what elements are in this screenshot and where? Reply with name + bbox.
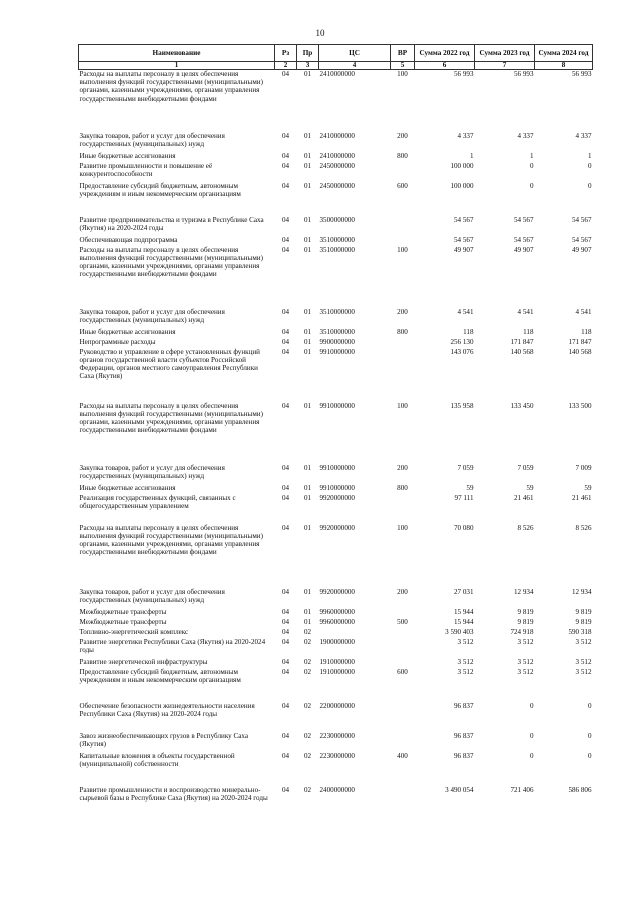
row-cs: 9910000000 — [319, 483, 355, 492]
header-sum-2024: Сумма 2024 год — [535, 45, 593, 62]
row-rz: 04 — [281, 151, 290, 160]
row-sum-2023: 140 568 — [510, 347, 534, 356]
row-sum-2023: 118 — [523, 327, 534, 336]
header-vr: ВР — [391, 45, 415, 62]
row-vr: 600 — [397, 667, 408, 676]
row-vr — [391, 628, 415, 638]
row-rz: 04 — [281, 307, 290, 316]
row-vr — [391, 608, 415, 618]
row-vr: 100 — [397, 523, 408, 532]
row-sum-2022: 49 907 — [453, 245, 474, 254]
row-pr: 02 — [303, 657, 312, 666]
row-sum-2023: 724 918 — [510, 627, 534, 636]
row-name: Расходы на выплаты персоналу в целях обеспечения выполнения функций государственными (муниципальными) органами, казенными учреждениями, органами управления государственными внебюджетными фондами — [79, 245, 263, 279]
row-name: Руководство и управление в сфере установленных функций органов государственной власти субъектов Российской Федерации, органов местного самоуправления Республики Саха (Якутия) — [79, 347, 260, 381]
row-cs: 9910000000 — [319, 463, 355, 472]
row-name: Закупка товаров, работ и услуг для обеспечения государственных (муниципальных) нужд — [79, 587, 225, 604]
column-number: 5 — [391, 62, 415, 70]
row-sum-2022: 135 958 — [450, 401, 474, 410]
row-pr: 02 — [303, 785, 312, 794]
row-cs: 9960000000 — [319, 617, 355, 626]
row-vr: 200 — [397, 587, 408, 596]
row-sum-2024: 0 — [587, 731, 592, 740]
row-rz: 04 — [281, 337, 290, 346]
row-name: Реализация государственных функций, связанных с общегосударственным управлением — [79, 493, 236, 510]
row-rz: 04 — [281, 627, 290, 636]
row-cs: 2400000000 — [319, 785, 355, 794]
row-sum-2022: 96 837 — [453, 751, 474, 760]
row-cs: 2410000000 — [319, 131, 355, 140]
row-rz: 04 — [281, 483, 290, 492]
table-row — [79, 236, 593, 246]
row-rz: 04 — [281, 751, 290, 760]
table-row — [79, 246, 593, 308]
row-sum-2024: 4 337 — [575, 131, 592, 140]
row-name: Иные бюджетные ассигнования — [79, 327, 176, 336]
row-sum-2022: 3 512 — [457, 667, 474, 676]
row-pr: 01 — [303, 131, 312, 140]
table-row — [79, 638, 593, 658]
row-sum-2024: 9 819 — [575, 607, 592, 616]
table-row — [79, 494, 593, 524]
row-sum-2024: 54 567 — [571, 235, 592, 244]
row-pr: 01 — [303, 523, 312, 532]
row-sum-2024: 4 541 — [575, 307, 592, 316]
row-sum-2024: 59 — [584, 483, 592, 492]
row-sum-2022: 4 337 — [457, 131, 474, 140]
row-rz: 04 — [281, 637, 290, 646]
row-name: Предоставление субсидий бюджетным, автономным учреждениям и иным некоммерческим организациям — [79, 181, 241, 198]
row-pr: 01 — [303, 483, 312, 492]
row-sum-2022: 54 567 — [453, 235, 474, 244]
row-cs: 3510000000 — [319, 245, 355, 254]
row-sum-2024: 0 — [587, 701, 592, 710]
column-number: 2 — [275, 62, 297, 70]
row-name: Предоставление субсидий бюджетным, автономным учреждениям и иным некоммерческим организациям — [79, 667, 241, 684]
row-cs: 2230000000 — [319, 751, 355, 760]
row-vr: 800 — [397, 327, 408, 336]
row-rz: 04 — [281, 347, 290, 356]
budget-table — [78, 44, 593, 816]
row-vr: 200 — [397, 307, 408, 316]
row-sum-2022: 96 837 — [453, 731, 474, 740]
row-sum-2024: 0 — [587, 181, 592, 190]
row-pr: 01 — [303, 245, 312, 254]
row-sum-2022: 100 000 — [450, 161, 474, 170]
row-sum-2023: 0 — [529, 751, 534, 760]
row-sum-2022: 96 837 — [453, 701, 474, 710]
table-row — [79, 732, 593, 752]
row-sum-2023: 54 567 — [513, 215, 534, 224]
row-sum-2023: 133 450 — [510, 401, 534, 410]
row-name: Топливно-энергетический комплекс — [79, 627, 189, 636]
row-vr — [391, 702, 415, 732]
table-row — [79, 618, 593, 628]
row-rz: 04 — [281, 327, 290, 336]
row-cs: 3500000000 — [319, 215, 355, 224]
row-cs: 9910000000 — [319, 401, 355, 410]
header-row — [79, 45, 593, 62]
row-sum-2023: 7 059 — [517, 463, 534, 472]
row-sum-2024: 8 526 — [575, 523, 592, 532]
row-name: Капитальные вложения в объекты государственной (муниципальной) собственности — [79, 751, 235, 768]
row-sum-2024: 140 568 — [568, 347, 592, 356]
row-sum-2023: 1 — [529, 151, 534, 160]
table-row — [79, 328, 593, 338]
row-sum-2024: 56 993 — [571, 70, 592, 78]
column-number: 4 — [319, 62, 391, 70]
header-pr: Пр — [297, 45, 319, 62]
column-number: 3 — [297, 62, 319, 70]
row-sum-2022: 3 490 054 — [445, 785, 474, 794]
row-cs: 2410000000 — [319, 70, 355, 78]
column-number-row — [79, 62, 593, 70]
row-cs: 1910000000 — [319, 657, 355, 666]
row-sum-2024: 590 318 — [568, 627, 592, 636]
row-sum-2022: 15 944 — [453, 617, 474, 626]
row-sum-2023: 59 — [526, 483, 534, 492]
row-rz: 04 — [281, 181, 290, 190]
table-row — [79, 402, 593, 464]
table-row — [79, 132, 593, 152]
row-sum-2023: 171 847 — [510, 337, 534, 346]
row-sum-2023: 54 567 — [513, 235, 534, 244]
row-sum-2022: 27 031 — [453, 587, 474, 596]
row-sum-2022: 70 080 — [453, 523, 474, 532]
row-sum-2022: 143 076 — [450, 347, 474, 356]
row-vr: 100 — [397, 70, 408, 78]
row-sum-2024: 118 — [581, 327, 592, 336]
row-rz: 04 — [281, 785, 290, 794]
table-row — [79, 216, 593, 236]
row-vr — [391, 658, 415, 668]
table-row — [79, 338, 593, 348]
table-row — [79, 668, 593, 702]
table-row — [79, 308, 593, 328]
row-sum-2022: 3 512 — [457, 637, 474, 646]
row-sum-2023: 3 512 — [517, 637, 534, 646]
row-pr: 01 — [303, 215, 312, 224]
row-vr: 500 — [397, 617, 408, 626]
row-name: Развитие промышленности и повышение её конкурентоспособности — [79, 161, 213, 178]
row-vr: 600 — [397, 181, 408, 190]
row-name: Закупка товаров, работ и услуг для обеспечения государственных (муниципальных) нужд — [79, 463, 225, 480]
row-rz: 04 — [281, 70, 290, 78]
table-row — [79, 152, 593, 162]
table-row — [79, 786, 593, 816]
row-cs: 9900000000 — [319, 337, 355, 346]
row-name: Иные бюджетные ассигнования — [79, 151, 176, 160]
row-vr: 400 — [397, 751, 408, 760]
table-row — [79, 70, 593, 132]
header-rz: Рз — [275, 45, 297, 62]
table-row — [79, 588, 593, 608]
row-sum-2024: 7 009 — [575, 463, 592, 472]
row-pr: 01 — [303, 617, 312, 626]
row-name: Обеспечивающая подпрограмма — [79, 235, 178, 244]
row-sum-2023: 12 934 — [513, 587, 534, 596]
header-sum-2023: Сумма 2023 год — [475, 45, 535, 62]
row-name: Развитие промышленности и воспроизводство минерально-сырьевой базы в Республике Саха (Якутия) на 2020-2024 годы — [79, 785, 268, 802]
row-pr: 01 — [303, 307, 312, 316]
row-sum-2023: 3 512 — [517, 657, 534, 666]
row-cs: 9920000000 — [319, 523, 355, 532]
row-name: Межбюджетные трансферты — [79, 607, 167, 616]
row-cs: 2450000000 — [319, 161, 355, 170]
row-sum-2022: 3 590 403 — [445, 627, 474, 636]
page-number: 10 — [315, 28, 325, 38]
row-vr: 800 — [397, 151, 408, 160]
row-sum-2023: 0 — [529, 181, 534, 190]
row-pr: 01 — [303, 463, 312, 472]
row-vr — [391, 786, 415, 816]
header-cs: ЦС — [319, 45, 391, 62]
row-rz: 04 — [281, 587, 290, 596]
row-sum-2023: 8 526 — [517, 523, 534, 532]
table-row — [79, 348, 593, 402]
row-vr — [391, 236, 415, 246]
row-name: Расходы на выплаты персоналу в целях обеспечения выполнения функций государственными (муниципальными) органами, казенными учреждениями, органами управления государственными внебюджетными фондами — [79, 523, 263, 557]
row-sum-2023: 9 819 — [517, 617, 534, 626]
row-pr: 02 — [303, 731, 312, 740]
row-pr: 01 — [303, 493, 312, 502]
row-sum-2024: 3 512 — [575, 637, 592, 646]
table-body — [79, 70, 593, 816]
row-cs: 3510000000 — [319, 307, 355, 316]
row-sum-2024: 0 — [587, 751, 592, 760]
row-sum-2024: 0 — [587, 161, 592, 170]
row-sum-2023: 56 993 — [513, 70, 534, 78]
row-cs: 2200000000 — [319, 701, 355, 710]
row-sum-2022: 100 000 — [450, 181, 474, 190]
column-number: 6 — [415, 62, 475, 70]
row-sum-2022: 15 944 — [453, 607, 474, 616]
column-number: 1 — [79, 62, 275, 70]
row-vr — [391, 216, 415, 236]
header-name: Наименование — [79, 45, 275, 62]
row-sum-2024: 171 847 — [568, 337, 592, 346]
row-name: Завоз жизнеобеспечивающих грузов в Республику Саха (Якутия) — [79, 731, 248, 748]
row-sum-2022: 1 — [469, 151, 474, 160]
row-vr: 800 — [397, 483, 408, 492]
row-rz: 04 — [281, 523, 290, 532]
row-cs: 2450000000 — [319, 181, 355, 190]
row-pr: 01 — [303, 151, 312, 160]
row-pr: 01 — [303, 161, 312, 170]
row-vr: 200 — [397, 131, 408, 140]
row-sum-2023: 3 512 — [517, 667, 534, 676]
row-pr: 01 — [303, 347, 312, 356]
row-rz: 04 — [281, 607, 290, 616]
table-row — [79, 524, 593, 588]
row-sum-2024: 3 512 — [575, 667, 592, 676]
row-cs: 2410000000 — [319, 151, 355, 160]
row-vr: 100 — [397, 245, 408, 254]
row-sum-2022: 4 541 — [457, 307, 474, 316]
table-row — [79, 658, 593, 668]
row-cs: 9960000000 — [319, 607, 355, 616]
table-row — [79, 628, 593, 638]
table-row — [79, 702, 593, 732]
table-row — [79, 608, 593, 618]
row-rz: 04 — [281, 245, 290, 254]
row-rz: 04 — [281, 617, 290, 626]
row-name: Непрограммные расходы — [79, 337, 156, 346]
row-pr: 01 — [303, 401, 312, 410]
row-name: Закупка товаров, работ и услуг для обеспечения государственных (муниципальных) нужд — [79, 131, 225, 148]
row-cs: 1910000000 — [319, 667, 355, 676]
row-name: Иные бюджетные ассигнования — [79, 483, 176, 492]
row-name: Закупка товаров, работ и услуг для обеспечения государственных (муниципальных) нужд — [79, 307, 225, 324]
row-rz: 04 — [281, 401, 290, 410]
row-pr: 01 — [303, 181, 312, 190]
column-number: 8 — [535, 62, 593, 70]
row-rz: 04 — [281, 235, 290, 244]
row-sum-2022: 59 — [466, 483, 474, 492]
row-rz: 04 — [281, 493, 290, 502]
row-sum-2022: 256 130 — [450, 337, 474, 346]
row-cs: 3510000000 — [319, 235, 355, 244]
row-vr — [391, 638, 415, 658]
row-cs: 3510000000 — [319, 327, 355, 336]
table-row — [79, 162, 593, 182]
row-vr — [391, 732, 415, 752]
row-sum-2024: 586 806 — [568, 785, 592, 794]
row-vr — [391, 494, 415, 524]
row-pr: 01 — [303, 607, 312, 616]
row-pr: 01 — [303, 327, 312, 336]
table-row — [79, 752, 593, 786]
row-rz: 04 — [281, 463, 290, 472]
row-sum-2023: 4 541 — [517, 307, 534, 316]
row-rz: 04 — [281, 657, 290, 666]
row-vr — [391, 348, 415, 402]
row-sum-2024: 21 461 — [571, 493, 592, 502]
row-cs: 2230000000 — [319, 731, 355, 740]
row-pr: 02 — [303, 667, 312, 676]
row-pr: 02 — [303, 751, 312, 760]
row-pr: 02 — [303, 701, 312, 710]
row-vr: 100 — [397, 401, 408, 410]
row-vr: 200 — [397, 463, 408, 472]
row-sum-2023: 0 — [529, 161, 534, 170]
row-sum-2024: 3 512 — [575, 657, 592, 666]
row-cs: 1900000000 — [319, 637, 355, 646]
table-row — [79, 464, 593, 484]
row-sum-2023: 721 406 — [510, 785, 534, 794]
row-name: Развитие энергетической инфраструктуры — [79, 657, 208, 666]
column-number: 7 — [475, 62, 535, 70]
row-rz: 04 — [281, 701, 290, 710]
row-pr: 02 — [303, 627, 312, 636]
row-name: Межбюджетные трансферты — [79, 617, 167, 626]
row-sum-2024: 54 567 — [571, 215, 592, 224]
row-cs: 9910000000 — [319, 347, 355, 356]
table-row — [79, 484, 593, 494]
row-rz: 04 — [281, 667, 290, 676]
row-sum-2023: 4 337 — [517, 131, 534, 140]
row-sum-2022: 56 993 — [453, 70, 474, 78]
row-sum-2024: 9 819 — [575, 617, 592, 626]
row-sum-2024: 1 — [587, 151, 592, 160]
row-vr — [391, 338, 415, 348]
row-sum-2022: 118 — [463, 327, 474, 336]
row-rz: 04 — [281, 161, 290, 170]
row-sum-2022: 3 512 — [457, 657, 474, 666]
row-cs: 9920000000 — [319, 587, 355, 596]
row-sum-2022: 7 059 — [457, 463, 474, 472]
row-rz: 04 — [281, 731, 290, 740]
row-sum-2023: 0 — [529, 701, 534, 710]
row-name: Расходы на выплаты персоналу в целях обеспечения выполнения функций государственными (муниципальными) органами, казенными учреждениями, органами управления государственными внебюджетными фондами — [79, 401, 263, 435]
row-sum-2023: 21 461 — [513, 493, 534, 502]
row-sum-2024: 12 934 — [571, 587, 592, 596]
row-sum-2024: 49 907 — [571, 245, 592, 254]
row-pr: 01 — [303, 70, 312, 78]
row-pr: 02 — [303, 637, 312, 646]
row-sum-2023: 49 907 — [513, 245, 534, 254]
row-pr: 01 — [303, 337, 312, 346]
table-row — [79, 182, 593, 216]
row-sum-2022: 97 111 — [454, 493, 474, 502]
row-name: Развитие предпринимательства и туризма в Республике Саха (Якутия) на 2020-2024 годы — [79, 215, 264, 232]
row-sum-2023: 0 — [529, 731, 534, 740]
row-vr — [391, 162, 415, 182]
row-name: Обеспечение безопасности жизнедеятельности населения Республики Саха (Якутия) на 2020-2024 годы — [79, 701, 255, 718]
header-sum-2022: Сумма 2022 год — [415, 45, 475, 62]
row-name: Расходы на выплаты персоналу в целях обеспечения выполнения функций государственными (муниципальными) органами, казенными учреждениями, органами управления государственными внебюджетными фондами — [79, 70, 263, 103]
row-rz: 04 — [281, 215, 290, 224]
row-sum-2023: 9 819 — [517, 607, 534, 616]
row-pr: 01 — [303, 235, 312, 244]
row-cs — [319, 628, 391, 638]
row-name: Развитие энергетики Республики Саха (Якутия) на 2020-2024 годы — [79, 637, 266, 654]
row-cs: 9920000000 — [319, 493, 355, 502]
row-sum-2022: 54 567 — [453, 215, 474, 224]
row-pr: 01 — [303, 587, 312, 596]
row-rz: 04 — [281, 131, 290, 140]
row-sum-2024: 133 500 — [568, 401, 592, 410]
